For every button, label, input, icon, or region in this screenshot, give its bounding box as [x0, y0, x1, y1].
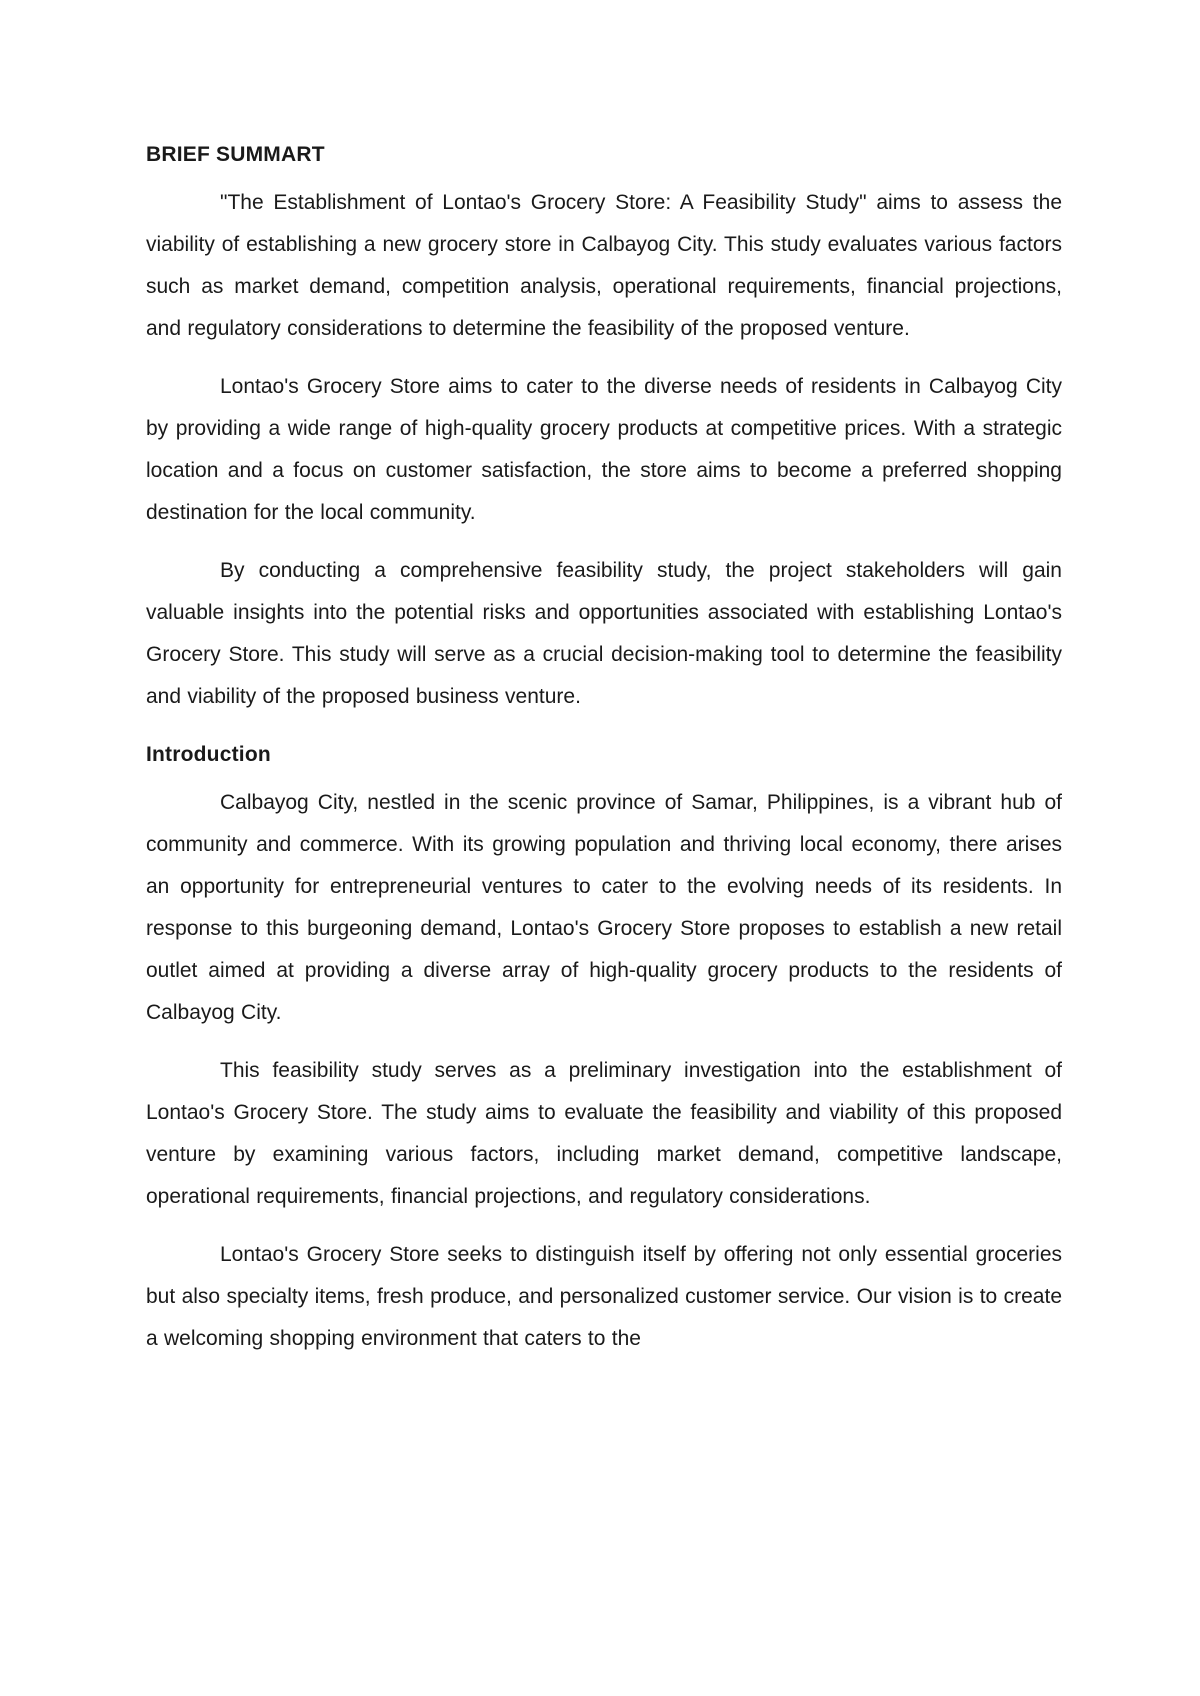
introduction-heading: Introduction	[146, 743, 271, 766]
introduction-paragraph-2: This feasibility study serves as a preliminary investigation into the establishment of Lontao's Grocery Store. The study aims to evaluate the feasibility and viability of this proposed venture by examining various factors, including market demand, competitive landscape, operational requirements, financial projections, and regulatory considerations.	[146, 1059, 1062, 1208]
summary-paragraph-2: Lontao's Grocery Store aims to cater to the diverse needs of residents in Calbayog City by providing a wide range of high-quality grocery products at competitive prices. With a strategic location and a focus on customer satisfaction, the store aims to become a preferred shopping destination for the local community.	[146, 375, 1062, 524]
summary-heading: BRIEF SUMMART	[146, 143, 325, 166]
introduction-paragraph-1: Calbayog City, nestled in the scenic province of Samar, Philippines, is a vibrant hub of community and commerce. With its growing population and thriving local economy, there arises an opportunity for entrepreneurial ventures to cater to the evolving needs of its residents. In response to this burgeoning demand, Lontao's Grocery Store proposes to establish a new retail outlet aimed at providing a diverse array of high-quality grocery products to the residents of Calbayog City.	[146, 791, 1062, 1024]
summary-paragraph-3: By conducting a comprehensive feasibility study, the project stakeholders will gain valuable insights into the potential risks and opportunities associated with establishing Lontao's Grocery Store. This study will serve as a crucial decision-making tool to determine the feasibility and viability of the proposed business venture.	[146, 559, 1062, 708]
introduction-paragraph-3: Lontao's Grocery Store seeks to distinguish itself by offering not only essential groceries but also specialty items, fresh produce, and personalized customer service. Our vision is to create a welcoming shopping environment that caters to the	[146, 1243, 1062, 1350]
summary-paragraph-1: "The Establishment of Lontao's Grocery Store: A Feasibility Study" aims to assess the viability of establishing a new grocery store in Calbayog City. This study evaluates various factors such as market demand, competition analysis, operational requirements, financial projections, and regulatory considerations to determine the feasibility of the proposed venture.	[146, 191, 1062, 340]
document-page	[146, 134, 1062, 1360]
